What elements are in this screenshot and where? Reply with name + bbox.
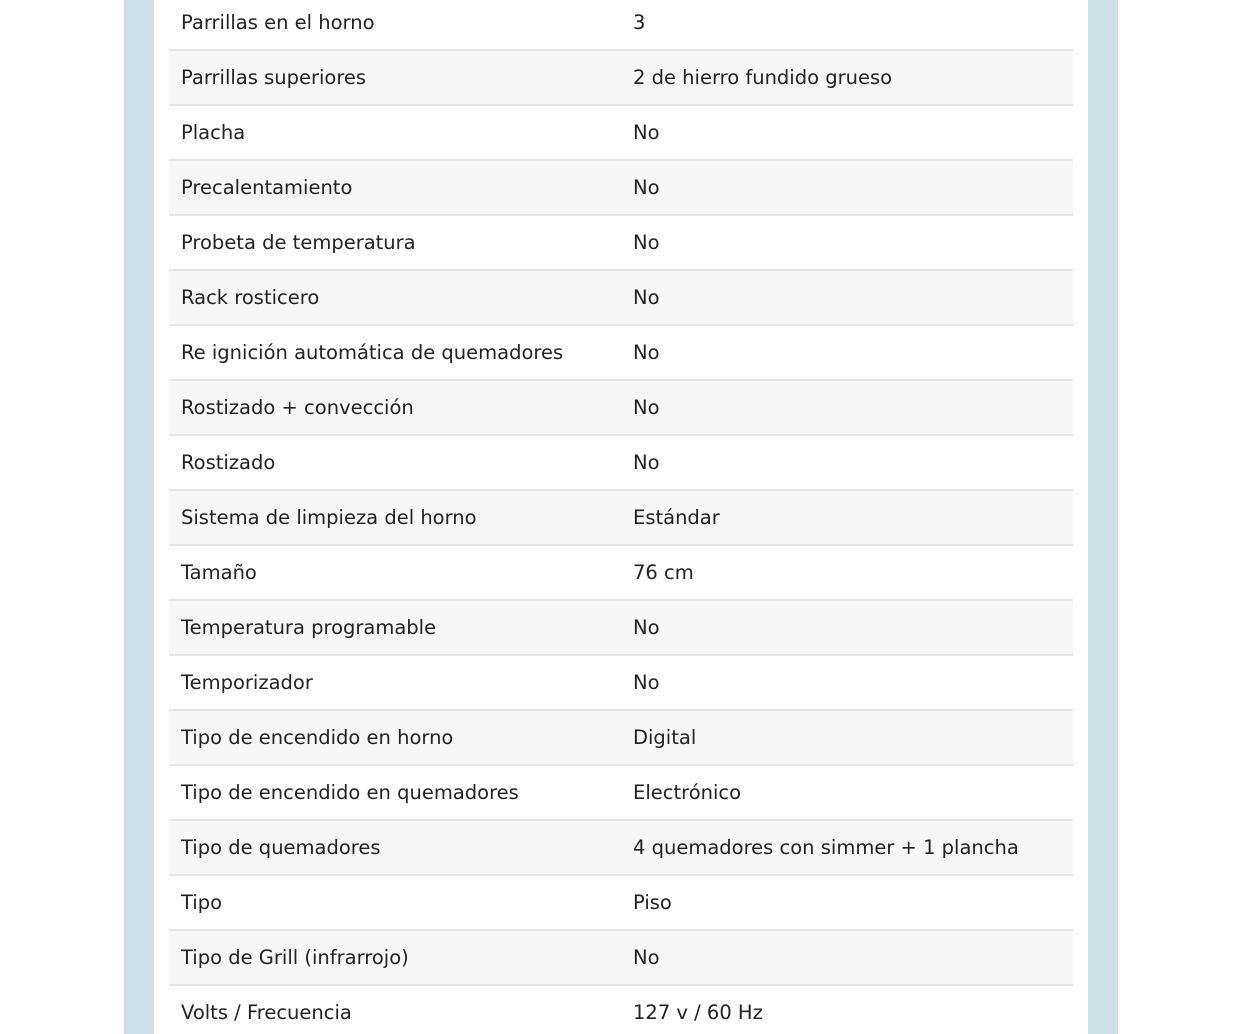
- spec-content: [154, 0, 1088, 1034]
- table-row: [169, 491, 1073, 546]
- table-row: [169, 931, 1073, 986]
- spec-value: No: [633, 341, 660, 364]
- table-row: [169, 51, 1073, 106]
- spec-label: Parrillas en el horno: [181, 11, 375, 34]
- spec-value: Estándar: [633, 506, 720, 529]
- spec-value: 127 v / 60 Hz: [633, 1001, 763, 1024]
- spec-label: Rostizado: [181, 451, 276, 474]
- table-row: [169, 656, 1073, 711]
- spec-label: Volts / Frecuencia: [181, 1001, 352, 1024]
- table-row: [169, 0, 1073, 51]
- spec-value: 4 quemadores con simmer + 1 plancha: [633, 836, 1019, 859]
- left-side-band: [124, 0, 154, 1034]
- spec-value: No: [633, 616, 660, 639]
- table-row: [169, 986, 1073, 1034]
- table-row: [169, 216, 1073, 271]
- spec-value: No: [633, 286, 660, 309]
- table-row: [169, 326, 1073, 381]
- spec-label: Temperatura programable: [181, 616, 437, 639]
- spec-value: No: [633, 451, 660, 474]
- table-row: [169, 161, 1073, 216]
- spec-value: Piso: [633, 891, 672, 914]
- table-row: [169, 271, 1073, 326]
- right-side-band: [1088, 0, 1118, 1034]
- spec-label: Probeta de temperatura: [181, 231, 416, 254]
- table-row: [169, 436, 1073, 491]
- spec-value: 2 de hierro fundido grueso: [633, 66, 893, 89]
- spec-table: [169, 0, 1073, 1034]
- spec-label: Tamaño: [181, 561, 257, 584]
- spec-value: Digital: [633, 726, 697, 749]
- spec-label: Placha: [181, 121, 246, 144]
- spec-value: No: [633, 946, 660, 969]
- table-row: [169, 106, 1073, 161]
- spec-label: Tipo de quemadores: [181, 836, 381, 859]
- spec-value: No: [633, 671, 660, 694]
- table-row: [169, 876, 1073, 931]
- table-row: [169, 766, 1073, 821]
- spec-value: No: [633, 121, 660, 144]
- spec-value: Electrónico: [633, 781, 742, 804]
- spec-value: No: [633, 396, 660, 419]
- spec-label: Tipo: [181, 891, 223, 914]
- spec-label: Tipo de encendido en quemadores: [181, 781, 519, 804]
- spec-value: 76 cm: [633, 561, 694, 584]
- spec-label: Tipo de encendido en horno: [181, 726, 454, 749]
- spec-label: Temporizador: [181, 671, 313, 694]
- spec-label: Tipo de Grill (infrarrojo): [181, 946, 409, 969]
- spec-label: Re ignición automática de quemadores: [181, 341, 564, 364]
- table-row: [169, 381, 1073, 436]
- table-row: [169, 546, 1073, 601]
- spec-label: Rack rosticero: [181, 286, 320, 309]
- spec-value: 3: [633, 11, 646, 34]
- spec-label: Rostizado + convección: [181, 396, 414, 419]
- spec-label: Precalentamiento: [181, 176, 353, 199]
- table-row: [169, 821, 1073, 876]
- spec-label: Sistema de limpieza del horno: [181, 506, 477, 529]
- table-row: [169, 601, 1073, 656]
- table-row: [169, 711, 1073, 766]
- spec-value: No: [633, 231, 660, 254]
- spec-label: Parrillas superiores: [181, 66, 367, 89]
- spec-value: No: [633, 176, 660, 199]
